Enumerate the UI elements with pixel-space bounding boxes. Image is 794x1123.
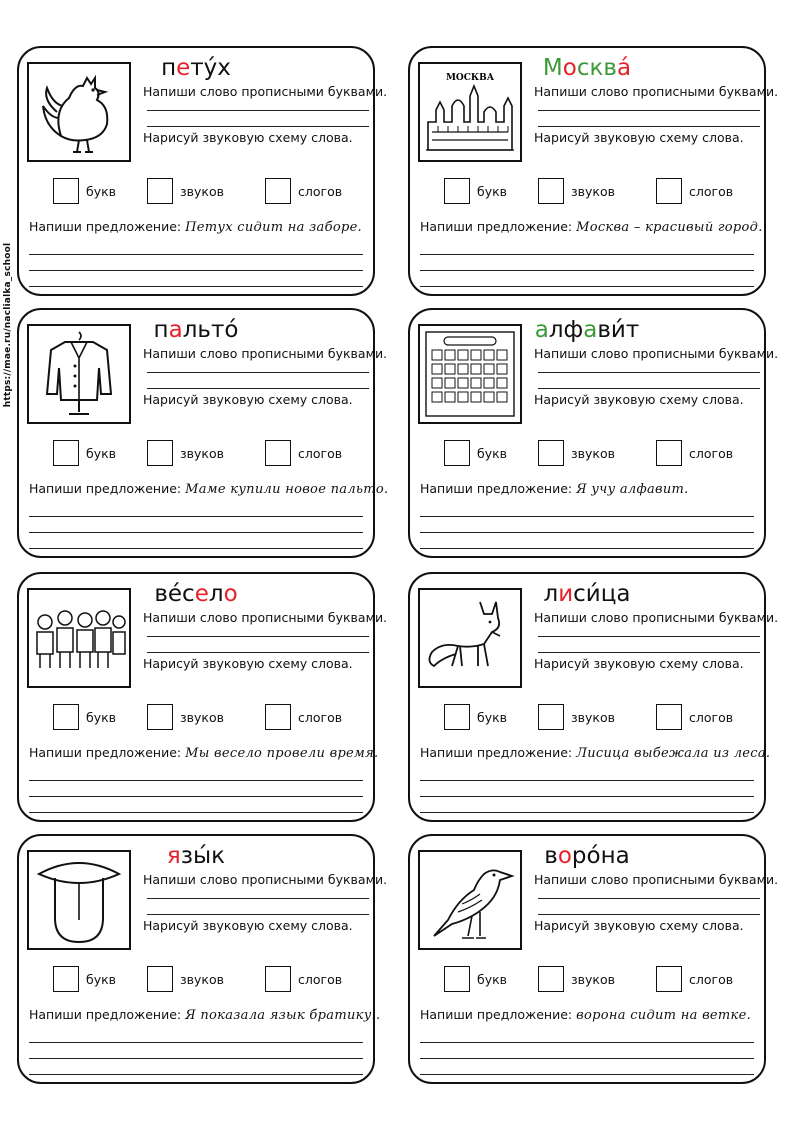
- syllables-counter: [656, 178, 733, 204]
- word-part: п: [161, 55, 177, 81]
- writing-line[interactable]: [538, 652, 760, 653]
- tongue-icon: [27, 850, 131, 950]
- sounds-counter: [147, 440, 224, 466]
- writing-line[interactable]: [147, 126, 369, 127]
- word-part: о: [557, 843, 572, 869]
- write-caps-instruction: Напиши слово прописными буквами.: [534, 872, 779, 887]
- example-sentence: Я показала язык братику..: [185, 1008, 381, 1023]
- letters-answer-box[interactable]: [444, 178, 470, 204]
- writing-line[interactable]: [538, 636, 760, 637]
- letters-answer-box[interactable]: [444, 440, 470, 466]
- sentence-row: [420, 1007, 751, 1023]
- word-part: а: [168, 317, 183, 343]
- writing-line[interactable]: [420, 796, 754, 797]
- word-part: я: [166, 843, 181, 869]
- word-part: е: [176, 55, 191, 81]
- word-part: скв: [576, 55, 617, 81]
- writing-line[interactable]: [420, 1042, 754, 1043]
- word-part: М: [542, 55, 563, 81]
- word-part: л: [543, 581, 559, 607]
- writing-line[interactable]: [420, 1074, 754, 1075]
- syllables-answer-box[interactable]: [656, 440, 682, 466]
- word-part: а́: [616, 55, 632, 81]
- syllables-counter: [265, 966, 342, 992]
- sounds-counter: [538, 440, 615, 466]
- writing-line[interactable]: [147, 372, 369, 373]
- sentence-row: [420, 481, 689, 497]
- word-part: а: [534, 317, 549, 343]
- word-card: [17, 308, 389, 558]
- sentence-label: Напиши предложение:: [29, 481, 182, 496]
- writing-line[interactable]: [420, 780, 754, 781]
- sounds-answer-box[interactable]: [538, 966, 564, 992]
- writing-line[interactable]: [29, 1042, 363, 1043]
- write-caps-instruction: Напиши слово прописными буквами.: [143, 610, 388, 625]
- sounds-answer-box[interactable]: [538, 178, 564, 204]
- letters-label: букв: [86, 709, 117, 725]
- letters-counter: [444, 440, 507, 466]
- letters-label: букв: [477, 971, 508, 987]
- draw-scheme-instruction: Нарисуй звуковую схему слова.: [143, 656, 353, 671]
- example-sentence: Маме купили новое пальто.: [185, 482, 389, 497]
- example-sentence: Москва – красивый город.: [576, 220, 763, 235]
- letters-counter: [444, 178, 507, 204]
- syllables-counter: [265, 440, 342, 466]
- sentence-label: Напиши предложение:: [29, 1007, 182, 1022]
- draw-scheme-instruction: Нарисуй звуковую схему слова.: [534, 918, 744, 933]
- sounds-label: звуков: [571, 971, 615, 987]
- sentence-label: Напиши предложение:: [420, 1007, 573, 1022]
- sounds-label: звуков: [180, 709, 224, 725]
- writing-line[interactable]: [420, 270, 754, 271]
- writing-line[interactable]: [29, 780, 363, 781]
- writing-line[interactable]: [147, 636, 369, 637]
- writing-line[interactable]: [538, 372, 760, 373]
- sounds-counter: [147, 966, 224, 992]
- syllables-label: слогов: [298, 445, 343, 461]
- writing-line[interactable]: [147, 110, 369, 111]
- draw-scheme-instruction: Нарисуй звуковую схему слова.: [534, 392, 744, 407]
- syllables-counter: [656, 966, 733, 992]
- sounds-counter: [538, 178, 615, 204]
- word-part: си́ца: [573, 581, 631, 607]
- syllables-label: слогов: [689, 445, 734, 461]
- sounds-label: звуков: [571, 445, 615, 461]
- writing-line[interactable]: [147, 898, 369, 899]
- word-part: лф: [548, 317, 584, 343]
- sounds-counter: [147, 178, 224, 204]
- syllables-label: слогов: [689, 971, 734, 987]
- draw-scheme-instruction: Нарисуй звуковую схему слова.: [143, 130, 353, 145]
- sentence-label: Напиши предложение:: [420, 481, 573, 496]
- writing-line[interactable]: [420, 812, 754, 813]
- letters-answer-box[interactable]: [53, 440, 79, 466]
- sentence-row: [29, 481, 388, 497]
- word-part: о: [562, 55, 577, 81]
- write-caps-instruction: Напиши слово прописными буквами.: [143, 84, 388, 99]
- writing-line[interactable]: [420, 516, 754, 517]
- word-part: е: [194, 581, 209, 607]
- letters-answer-box[interactable]: [444, 704, 470, 730]
- word-part: о: [223, 581, 238, 607]
- writing-line[interactable]: [420, 532, 754, 533]
- writing-line[interactable]: [538, 110, 760, 111]
- sentence-label: Напиши предложение:: [420, 745, 573, 760]
- word-card: [17, 834, 388, 1084]
- sentence-label: Напиши предложение:: [29, 219, 182, 234]
- word-part: а: [583, 317, 598, 343]
- word-card: [17, 572, 388, 822]
- sentence-row: [420, 219, 763, 235]
- sentence-row: [29, 1007, 380, 1023]
- word-part: ви́т: [597, 317, 640, 343]
- writing-line[interactable]: [420, 286, 754, 287]
- letters-counter: [53, 178, 116, 204]
- writing-line[interactable]: [29, 796, 363, 797]
- example-sentence: Я учу алфавит.: [576, 482, 689, 497]
- writing-line[interactable]: [29, 286, 363, 287]
- writing-line[interactable]: [147, 388, 369, 389]
- word-part: ту́х: [190, 55, 231, 81]
- letters-answer-box[interactable]: [53, 704, 79, 730]
- sounds-counter: [147, 704, 224, 730]
- syllables-answer-box[interactable]: [656, 966, 682, 992]
- sounds-answer-box[interactable]: [538, 704, 564, 730]
- letters-counter: [53, 966, 116, 992]
- draw-scheme-instruction: Нарисуй звуковую схему слова.: [143, 918, 353, 933]
- sentence-label: Напиши предложение:: [420, 219, 573, 234]
- syllables-answer-box[interactable]: [656, 178, 682, 204]
- writing-line[interactable]: [147, 652, 369, 653]
- draw-scheme-instruction: Нарисуй звуковую схему слова.: [143, 392, 353, 407]
- writing-line[interactable]: [420, 254, 754, 255]
- writing-line[interactable]: [29, 270, 363, 271]
- letters-counter: [444, 704, 507, 730]
- letters-answer-box[interactable]: [53, 178, 79, 204]
- example-sentence: Мы весело провели время.: [185, 746, 379, 761]
- writing-line[interactable]: [29, 254, 363, 255]
- syllables-label: слогов: [689, 183, 734, 199]
- letters-answer-box[interactable]: [444, 966, 470, 992]
- letters-label: букв: [477, 709, 508, 725]
- letters-label: букв: [86, 183, 117, 199]
- letters-counter: [53, 440, 116, 466]
- word-part: ро́на: [571, 843, 630, 869]
- moscow-icon: [418, 62, 522, 162]
- sentence-label: Напиши предложение:: [29, 745, 182, 760]
- writing-line[interactable]: [29, 812, 363, 813]
- writing-line[interactable]: [29, 532, 363, 533]
- sounds-counter: [538, 704, 615, 730]
- coat-icon: [27, 324, 131, 424]
- sentence-row: [420, 745, 770, 761]
- word-part: льто́: [182, 317, 239, 343]
- word-card: [408, 572, 779, 822]
- writing-line[interactable]: [420, 1058, 754, 1059]
- letters-label: букв: [86, 445, 117, 461]
- draw-scheme-instruction: Нарисуй звуковую схему слова.: [534, 656, 744, 671]
- writing-line[interactable]: [420, 548, 754, 549]
- sounds-counter: [538, 966, 615, 992]
- sentence-row: [29, 745, 378, 761]
- word-card: [17, 46, 388, 296]
- sounds-answer-box[interactable]: [147, 704, 173, 730]
- letters-label: букв: [477, 445, 508, 461]
- write-caps-instruction: Напиши слово прописными буквами.: [143, 872, 388, 887]
- syllables-label: слогов: [298, 971, 343, 987]
- word-card: [408, 46, 779, 296]
- syllables-label: слогов: [298, 183, 343, 199]
- sounds-label: звуков: [571, 709, 615, 725]
- syllables-answer-box[interactable]: [265, 966, 291, 992]
- example-sentence: Лисица выбежала из леса.: [576, 746, 771, 761]
- word-part: зы́к: [180, 843, 226, 869]
- svg-text:МОСКВА: МОСКВА: [445, 73, 495, 83]
- syllables-counter: [656, 704, 733, 730]
- word-card: [408, 834, 779, 1084]
- fox-icon: [418, 588, 522, 688]
- alphabet-poster-icon: [418, 324, 522, 424]
- sentence-row: [29, 219, 362, 235]
- crow-icon: [418, 850, 522, 950]
- syllables-answer-box[interactable]: [265, 440, 291, 466]
- sounds-label: звуков: [571, 183, 615, 199]
- example-sentence: ворона сидит на ветке.: [576, 1008, 752, 1023]
- children-icon: [27, 588, 131, 688]
- word-part: ве́с: [154, 581, 195, 607]
- word-part: л: [208, 581, 224, 607]
- rooster-icon: [27, 62, 131, 162]
- write-caps-instruction: Напиши слово прописными буквами.: [534, 346, 779, 361]
- writing-line[interactable]: [29, 1058, 363, 1059]
- example-sentence: Петух сидит на заборе.: [185, 220, 362, 235]
- writing-line[interactable]: [538, 126, 760, 127]
- draw-scheme-instruction: Нарисуй звуковую схему слова.: [534, 130, 744, 145]
- sounds-label: звуков: [180, 971, 224, 987]
- writing-line[interactable]: [538, 898, 760, 899]
- letters-answer-box[interactable]: [53, 966, 79, 992]
- letters-label: букв: [86, 971, 117, 987]
- sounds-answer-box[interactable]: [147, 178, 173, 204]
- syllables-answer-box[interactable]: [265, 704, 291, 730]
- syllables-answer-box[interactable]: [656, 704, 682, 730]
- writing-line[interactable]: [147, 914, 369, 915]
- word-part: в: [544, 843, 558, 869]
- writing-line[interactable]: [29, 548, 363, 549]
- syllables-label: слогов: [689, 709, 734, 725]
- sounds-answer-box[interactable]: [538, 440, 564, 466]
- writing-line[interactable]: [538, 914, 760, 915]
- writing-line[interactable]: [29, 516, 363, 517]
- sounds-answer-box[interactable]: [147, 966, 173, 992]
- sounds-answer-box[interactable]: [147, 440, 173, 466]
- side-url: https://mae.ru/naclialka_school: [3, 242, 13, 408]
- write-caps-instruction: Напиши слово прописными буквами.: [534, 610, 779, 625]
- sounds-label: звуков: [180, 445, 224, 461]
- write-caps-instruction: Напиши слово прописными буквами.: [143, 346, 388, 361]
- letters-counter: [444, 966, 507, 992]
- syllables-counter: [656, 440, 733, 466]
- syllables-counter: [265, 704, 342, 730]
- sounds-label: звуков: [180, 183, 224, 199]
- syllables-answer-box[interactable]: [265, 178, 291, 204]
- write-caps-instruction: Напиши слово прописными буквами.: [534, 84, 779, 99]
- word-part: п: [153, 317, 169, 343]
- word-card: [408, 308, 779, 558]
- syllables-label: слогов: [298, 709, 343, 725]
- letters-label: букв: [477, 183, 508, 199]
- writing-line[interactable]: [29, 1074, 363, 1075]
- letters-counter: [53, 704, 116, 730]
- word-part: и: [558, 581, 574, 607]
- syllables-counter: [265, 178, 342, 204]
- writing-line[interactable]: [538, 388, 760, 389]
